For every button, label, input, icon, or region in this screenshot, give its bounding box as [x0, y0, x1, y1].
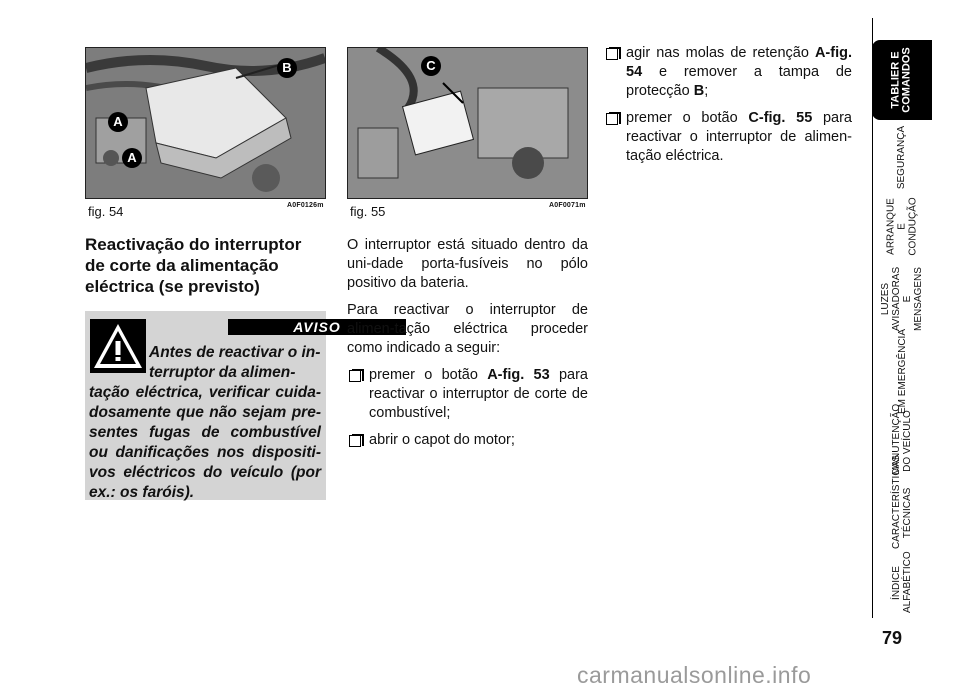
arrow-a-upper: A: [108, 112, 128, 132]
tab-caracteristicas-tecnicas[interactable]: CARACTERÍSTICAS TÉCNICAS: [891, 455, 913, 549]
page-number: 79: [882, 628, 903, 648]
checkbox-bullet-icon: [606, 113, 618, 125]
figure-caption: fig. 54: [88, 204, 124, 219]
tab-arranque-conducao[interactable]: ARRANQUE E CONDUÇÃO: [885, 196, 919, 256]
tab-indice-alfabetico[interactable]: ÍNDICE ALFABÉTICO: [891, 551, 913, 613]
tab-manutencao-veiculo[interactable]: MANUTENÇÃO DO VEÍCULO: [891, 403, 913, 475]
list-item: agir nas molas de retenção A-fig. 54 e remover a tampa de protecção B;: [604, 44, 852, 101]
switch-illustration: [348, 48, 587, 198]
warning-line-1: Antes de reactivar o in-: [149, 344, 321, 361]
figure-reference: C-fig. 55: [748, 110, 813, 126]
list-item: premer o botão C-fig. 55 para reactivar o interruptor de alimen-tação eléctrica.: [604, 109, 852, 166]
checkbox-bullet-icon: [349, 435, 361, 447]
middle-column: [347, 236, 588, 458]
list-item: premer o botão A-fig. 53 para reactivar o interruptor de corte de combustível;: [347, 366, 588, 423]
warning-title: AVISO: [228, 319, 406, 335]
warning-text: [89, 343, 321, 503]
figure-code: A0F0071m: [549, 202, 586, 209]
warning-line-2: terruptor da alimen-: [149, 364, 296, 381]
figure-reference: A-fig. 53: [487, 367, 550, 383]
arrow-a-lower: A: [122, 148, 142, 168]
figure-reference: B: [693, 83, 705, 99]
warning-box: [85, 311, 341, 501]
figure-code: A0F0126m: [287, 202, 324, 209]
engine-fusebox-photo: [85, 47, 326, 199]
tab-luzes-avisadoras[interactable]: LUZES AVISADORAS E MENSAGENS: [880, 266, 924, 332]
checkbox-bullet-icon: [349, 370, 361, 382]
right-column: [604, 44, 852, 174]
label-b: B: [277, 58, 297, 78]
watermark: carmanualsonline.info: [577, 662, 812, 688]
tab-tablier-comandos[interactable]: TABLIER E COMANDOS: [872, 40, 932, 120]
paragraph-location: O interruptor está situado dentro da uni-dade porta-fusíveis no pólo positivo da bateria.: [347, 237, 588, 291]
paragraph-procedure: Para reactivar o interruptor de alimen-tação eléctrica proceder como indicado a seguir:: [347, 302, 588, 356]
tab-seguranca[interactable]: SEGURANÇA: [896, 125, 908, 189]
fusebox-interior-photo: [347, 47, 588, 199]
section-heading: Reactivação do interruptor de corte da alimentação eléctrica (se previsto): [85, 235, 302, 296]
figure-55: [347, 47, 588, 222]
label-c: C: [421, 56, 441, 76]
figure-caption: fig. 55: [350, 204, 386, 219]
warning-body: tação eléctrica, verificar cuida-dosamente que não sejam pre-sentes fugas de combustível ou danificações nos dispositi-vos eléctricos do veículo (por ex.: os faróis).: [89, 384, 321, 501]
chapter-tabs: [872, 0, 960, 692]
figure-reference: A-fig. 54: [626, 45, 852, 80]
figure-54: [85, 47, 326, 222]
list-item: abrir o capot do motor;: [347, 431, 588, 450]
tab-em-emergencia[interactable]: EM EMERGÊNCIA: [896, 328, 908, 414]
checkbox-bullet-icon: [606, 48, 618, 60]
